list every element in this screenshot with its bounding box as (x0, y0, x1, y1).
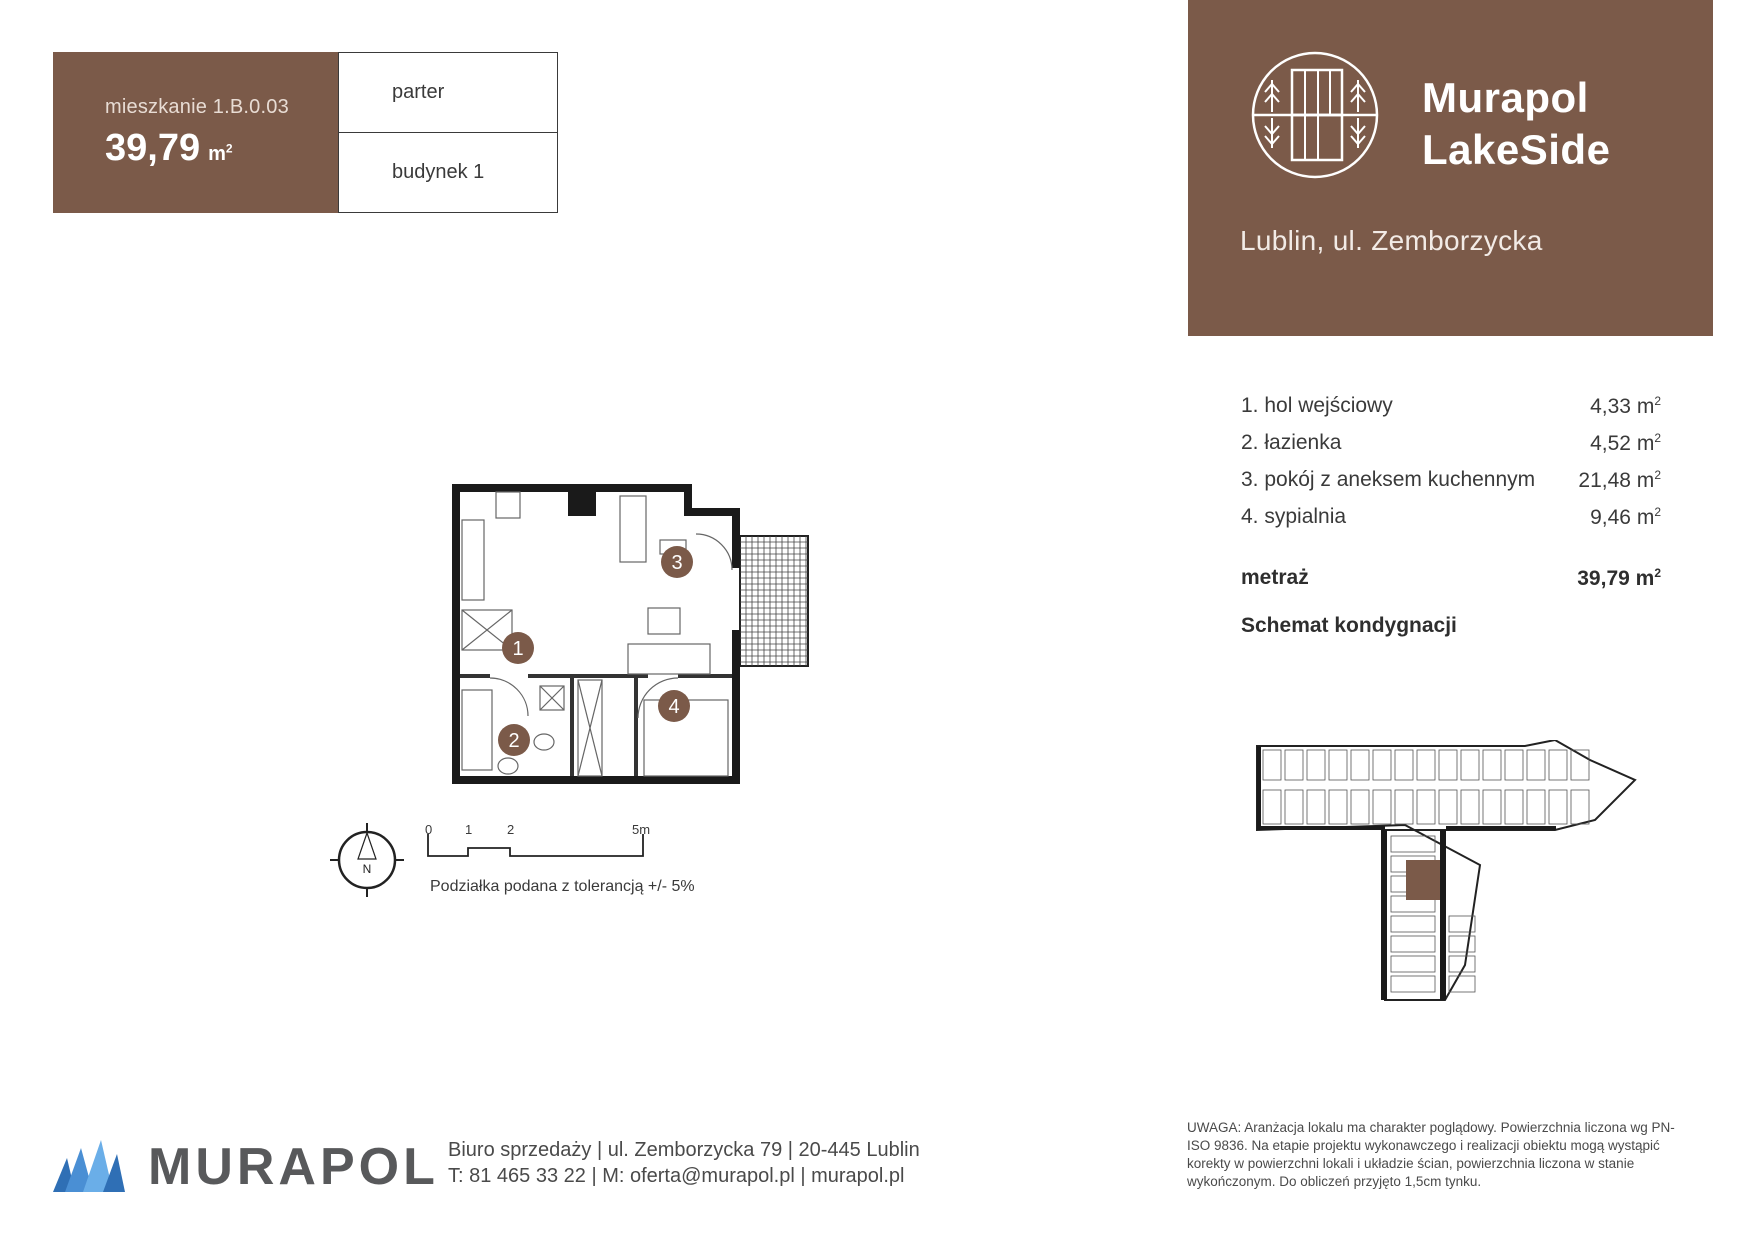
room-number-3: 3 (671, 552, 683, 574)
list-item: 1. hol wejściowy 4,33 $m^2$ (1241, 394, 1661, 418)
room-number-2: 2 (508, 730, 520, 752)
list-item: 3. pokój z aneksem kuchennym 21,48 $m^2$ (1241, 468, 1661, 492)
list-item: 2. łazienka 4,52 $m^2$ (1241, 431, 1661, 455)
disclaimer-note: UWAGA: Aranżacja lokalu ma charakter poglądowy. Powierzchnia liczona wg PN-ISO 9836. Na etapie projektu wykonawczego i realizacji obiektu mogą wystąpić korekty w powierzchni lokali i układzie ścian, powierzchnia liczona w stanie wykończonym. Do obliczeń przyjęto 1,5cm tynku. (1187, 1120, 1675, 1189)
floor-key-plan (1255, 740, 1655, 1020)
apartment-area-unit: $m^2$ (208, 141, 233, 165)
company-wordmark: MURAPOL (148, 1138, 439, 1196)
total-area: metraż 39,79 $m^2$ (1241, 566, 1661, 590)
brand-header (1188, 0, 1713, 336)
lakeside-emblem-icon (1250, 50, 1380, 180)
compass-icon (330, 823, 404, 897)
apartment-label: mieszkanie 1.B.0.03 (105, 96, 289, 118)
apartment-floor-plan (448, 480, 818, 790)
sales-office-info (448, 1137, 920, 1189)
list-item: 4. sypialnia 9,46 $m^2$ (1241, 505, 1661, 529)
room-number-4: 4 (668, 696, 680, 718)
apartment-summary (53, 52, 338, 213)
scale-tick: 0 (425, 822, 433, 837)
room-list (1241, 390, 1661, 538)
room-markers (498, 546, 693, 756)
floor-schema-title: Schemat kondygnacji (1241, 614, 1457, 637)
sales-address: Biuro sprzedaży | ul. Zemborzycka 79 | 20-445 Lublin (448, 1139, 920, 1161)
scale-note: Podziałka podana z tolerancją +/- 5% (430, 878, 695, 895)
apartment-area (105, 127, 338, 170)
project-name: Murapol LakeSide (1422, 74, 1611, 173)
sales-contact: T: 81 465 33 22 | M: oferta@murapol.pl | murapol.pl (448, 1165, 905, 1187)
project-address: Lublin, ul. Zemborzycka (1240, 225, 1543, 256)
apartment-area-value: 39,79 (105, 127, 201, 169)
murapol-logo-icon (53, 1140, 125, 1192)
scale-bar (425, 820, 655, 860)
scale-tick: 5m (632, 822, 651, 837)
walls (452, 484, 740, 784)
svg-text:N: N (362, 862, 372, 876)
scale-tick: 2 (507, 822, 515, 837)
building-cell: budynek 1 (338, 132, 558, 213)
apartment-highlight (1406, 860, 1440, 900)
balcony (740, 536, 808, 666)
room-number-1: 1 (512, 638, 524, 660)
floor-cell: parter (338, 52, 558, 133)
scale-tick: 1 (465, 822, 473, 837)
